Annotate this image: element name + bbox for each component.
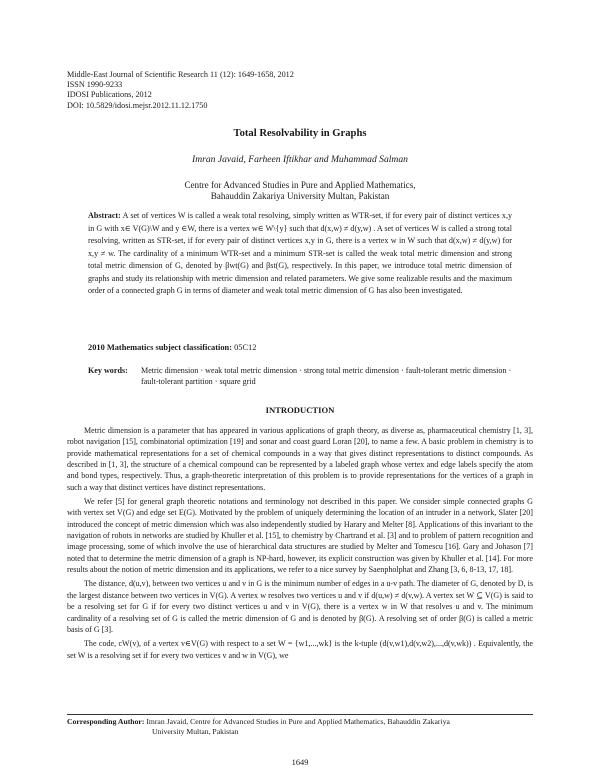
doi[interactable]: DOI: 10.5829/idosi.mejsr.2012.11.12.1750 xyxy=(67,100,208,110)
affiliation-line-2: Bahauddin Zakariya University Multan, Pakistan xyxy=(210,191,390,202)
footnote-label: Corresponding Author: xyxy=(67,717,145,726)
paragraph: We refer [5] for general graph theoretic notations and terminology not described in this paper. We consider simple connected graphs G with vertex set V(G) and edge set E(G). Motivated by the problem of uniquely determining the location of an intruder in a network, Slater [20] introduced the concept of metric dimension which was also independently studied by Harary and Melter [8]. Applications of this invariant to the navigation of robots in networks are studied by Khuller et al. [15], to chemistry by Chartrand et al. [3] and to problem of pattern recognition and image processing, some of which involve the use of hierarchical data structures are studied by Melter and Tomescu [16]. Gary and Johason [7] noted that to determine the metric dimension of a graph is NP-hard, however, its explicit construction was given by Khuller et al. [14]. For more results about the notion of metric dimension and its applications, we refer to a nice survey by Saenpholphat and Zhang [3, 6, 8-13, 17, 18]. xyxy=(67,497,533,575)
keywords-text: Metric dimension ⋅ weak total metric dimension ⋅ strong total metric dimension ⋅ fault-tolerant metric dimension ⋅ fault-tolerant partition ⋅ square grid xyxy=(141,366,512,387)
affiliation-line-1: Centre for Advanced Studies in Pure and Applied Mathematics, xyxy=(184,180,416,190)
msc-label: 2010 Mathematics subject classification: xyxy=(88,343,232,352)
paper-title: Total Resolvability in Graphs xyxy=(233,128,367,139)
section-heading-introduction: INTRODUCTION xyxy=(265,405,335,415)
msc-value: 05C12 xyxy=(234,343,257,352)
paragraph: The code, cW(v), of a vertex v∈V(G) with respect to a set W = {w1,...,wk} is the k-tuple (d(v,w1),d(v,w2),...,d(v,wk)) . Equivalently, the set W is a resolving set if for every two vertices v and w in V(G), we xyxy=(67,639,533,660)
introduction-body xyxy=(67,425,533,664)
keywords xyxy=(88,365,512,388)
abstract xyxy=(88,210,512,298)
footnote-divider xyxy=(67,714,533,715)
abstract-label: Abstract: xyxy=(88,211,121,220)
paragraph: Metric dimension is a parameter that has appeared in various applications of graph theory, as diverse as, pharmaceutical chemistry [1, 3], robot navigation [15], combinatorial optimization [19] and sonar and coast guard Loran [20], to name a few. A basic problem in chemistry is to provide mathematical representations for a set of chemical compounds in a way that gives distinct representations to distinct compounds. As described in [1, 3], the structure of a chemical compound can be represented by a labeled graph whose vertex and edge labels specify the atom and bond types, respectively. Thus, a graph-theoretic interpretation of this problem is to provide representations for the vertices of a graph in such a way that distinct vertices have distinct representations. xyxy=(67,426,533,492)
footnote-text: Imran Javaid, Centre for Advanced Studies in Pure and Applied Mathematics, Bahauddin Zakariya xyxy=(146,717,450,726)
authors: Imran Javaid, Farheen Iftikhar and Muhammad Salman xyxy=(192,154,408,165)
issn: ISSN 1990-9233 xyxy=(67,80,123,90)
keywords-label: Key words: xyxy=(88,366,128,375)
footnote-continuation: University Multan, Pakistan xyxy=(152,726,239,736)
publisher: IDOSI Publications, 2012 xyxy=(67,90,152,100)
journal-header xyxy=(67,70,294,111)
affiliation xyxy=(0,180,600,202)
abstract-text: A set of vertices W is called a weak total resolving, simply written as WTR-set, if for every pair of distinct vertices x,y in G with x∈ V(G)\W and y ∈W, there is a vertex w∈ W\{y} such that d(x,w) ≠ d(y,w) . A set of vertices W is called a strong total resolving, written as STR-set, if for every pair of distinct vertices x,y in G, there is a vertex w in W such that d(x,w) ≠ d(y,w) for x,y ≠ w. The cardinality of a minimum WTR-set and a minimum STR-set is called the weak total metric dimension and strong total metric dimension of G, denoted by βwt(G) and βst(G), respectively. In this paper, we introduce total metric dimension of graphs and study its relationship with metric dimension and related parameters. We give some realizable results and the maximum order of a connected graph G in terms of diameter and weak total metric dimension of G has also been investigated. xyxy=(88,211,513,295)
paragraph: The distance, d(u,v), between two vertices u and v in G is the minimum number of edges in a u-v path. The diameter of G, denoted by D, is the largest distance between two vertices in V(G). A vertex w resolves two vertices u and v if d(u,w) ≠ d(v,w). A vertex set W ⊆ V(G) is said to be a resolving set for G if for every two distinct vertices u and v in V(G), there is a vertex w in W that resolves u and v. The minimum cardinality of a resolving set of G is called the metric dimension of G and is denoted by β(G). A resolving set of order β(G) is called a metric basis of G [3]. xyxy=(67,579,533,634)
msc-classification xyxy=(88,343,256,352)
corresponding-author-footnote xyxy=(67,717,533,737)
journal-citation: Middle-East Journal of Scientific Research 11 (12): 1649-1658, 2012 xyxy=(67,70,294,79)
page-number: 1649 xyxy=(291,758,309,767)
